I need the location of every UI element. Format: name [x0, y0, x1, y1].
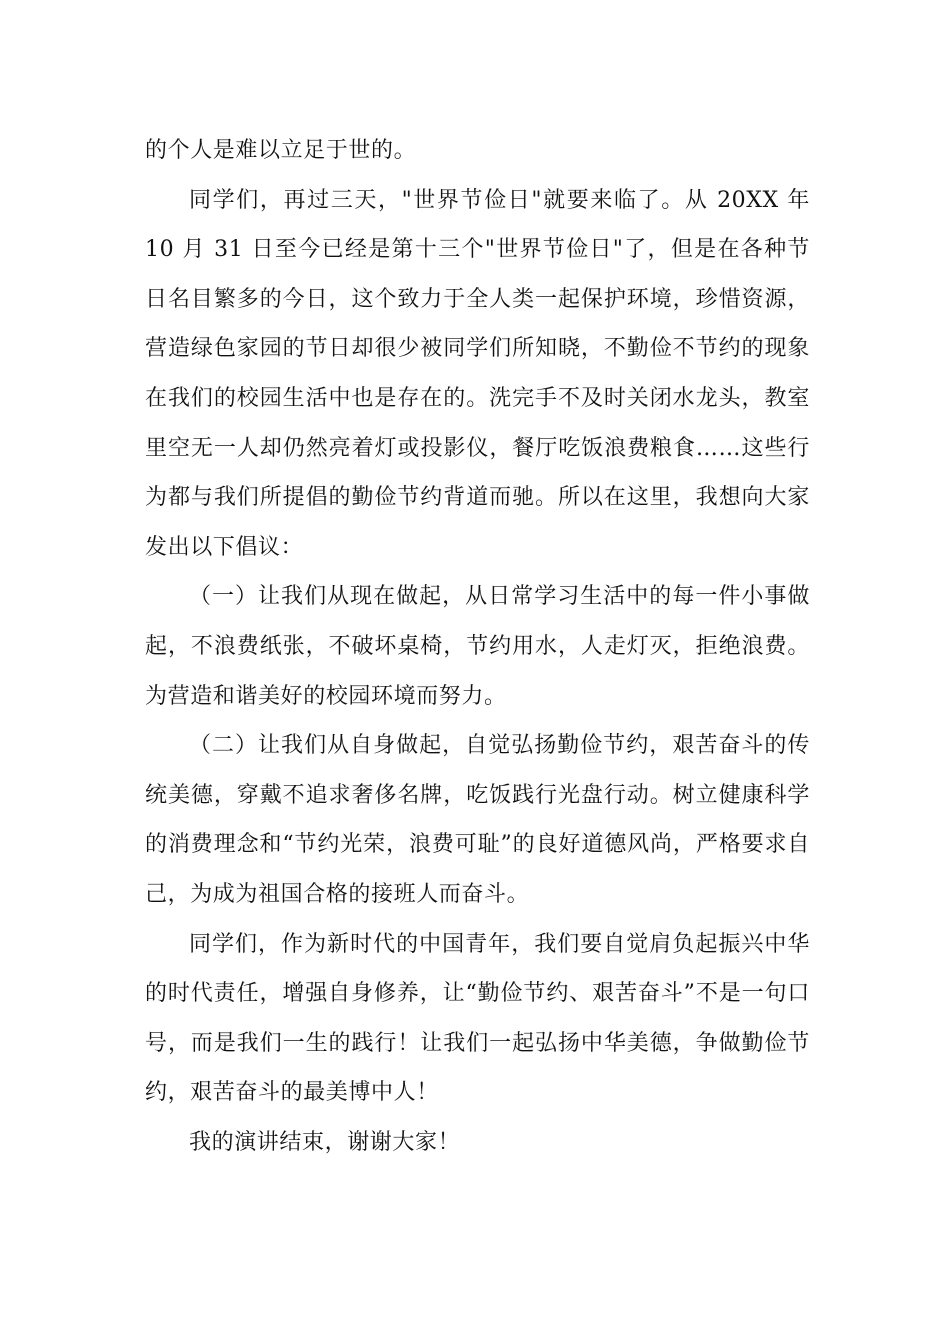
- paragraph-call-to-action: 同学们，作为新时代的中国青年，我们要自觉肩负起振兴中华的时代责任，增强自身修养，让“勤俭节约、艰苦奋斗”不是一句口号，而是我们一生的践行！让我们一起弘扬中华美德，争做勤俭节约，艰苦奋斗的最美博中人！: [145, 931, 810, 1106]
- paragraph-continuation: 的个人是难以立足于世的。: [145, 138, 417, 163]
- paragraph-proposal-two: （二）让我们从自身做起，自觉弘扬勤俭节约，艰苦奋斗的传统美德，穿戴不追求奢侈名牌，吃饭践行光盘行动。树立健康科学的消费理念和“节约光荣，浪费可耻”的良好道德风尚，严格要求自己，为成为祖国合格的接班人而奋斗。: [145, 733, 810, 907]
- speech-body: [145, 126, 810, 1167]
- paragraph-closing: 我的演讲结束，谢谢大家！: [189, 1129, 461, 1155]
- paragraph-world-thrift-day: 同学们，再过三天，"世界节俭日"就要来临了。从 20XX 年 10 月 31 日至今已经是第十三个"世界节俭日"了，但是在各种节日名目繁多的今日，这个致力于全人类一起保护环境，珍惜资源，营造绿色家园的节日却很少被同学们所知晓，不勤俭不节约的现象在我们的校园生活中也是存在的。洗完手不及时关闭水龙头，教室里空无一人却仍然亮着灯或投影仪，餐厅吃饭浪费粮食……这些行为都与我们所提倡的勤俭节约背道而驰。所以在这里，我想向大家发出以下倡议：: [145, 187, 810, 560]
- paragraph-proposal-one: （一）让我们从现在做起，从日常学习生活中的每一件小事做起，不浪费纸张，不破坏桌椅，节约用水，人走灯灭，拒绝浪费。为营造和谐美好的校园环境而努力。: [145, 584, 810, 709]
